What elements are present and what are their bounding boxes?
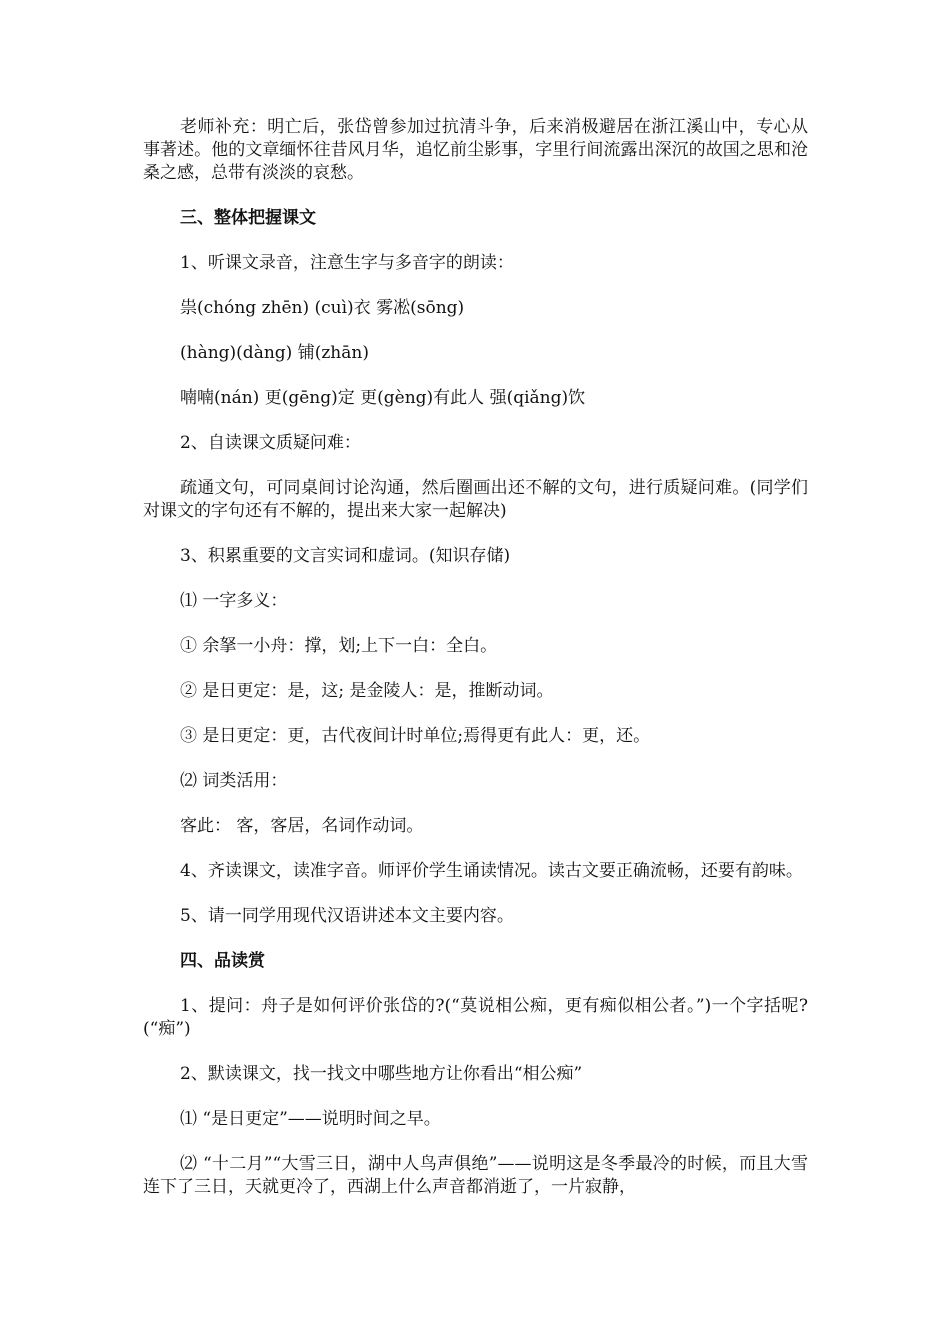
paragraph-accumulate: 3、积累重要的文言实词和虚词。(知识存储) <box>180 546 511 566</box>
paragraph-example-3: ③ 是日更定：更，古代夜间计时单位;焉得更有此人：更，还。 <box>180 726 651 746</box>
paragraph-read-aloud: 4、齐读课文，读准字音。师评价学生诵读情况。读古文要正确流畅，还要有韵味。 <box>180 861 803 881</box>
paragraph-example-1: ① 余拏一小舟：撑，划;上下一白：全白。 <box>180 636 498 656</box>
paragraph-question-2: 2、默读课文，找一找文中哪些地方让你看出“相公痴” <box>180 1064 583 1084</box>
paragraph-listen: 1、听课文录音，注意生字与多音字的朗读： <box>180 253 514 273</box>
paragraph-pinyin-2: (hàng)(dàng) 铺(zhān) <box>180 343 369 363</box>
section-heading-3: 三、整体把握课文 <box>180 208 316 228</box>
document-page <box>143 116 808 1199</box>
paragraph-polysemy: ⑴ 一字多义： <box>180 591 288 611</box>
paragraph-retell: 5、请一同学用现代汉语讲述本文主要内容。 <box>180 906 514 926</box>
paragraph-discuss: 疏通文句，可同桌间讨论沟通，然后圈画出还不解的文句，进行质疑问难。(同学们对课文的字句还有不解的，提出来大家一起解决) <box>143 478 808 521</box>
section-heading-4: 四、品读赏 <box>180 951 265 971</box>
paragraph-pinyin-1: 祟(chóng zhēn) (cuì)衣 雾凇(sōng) <box>180 298 465 318</box>
paragraph-pinyin-3: 喃喃(nán) 更(gēng)定 更(gèng)有此人 强(qiǎng)饮 <box>180 388 586 408</box>
paragraph-point-1: ⑴ “是日更定”——说明时间之早。 <box>180 1109 441 1129</box>
paragraph-teacher-note: 老师补充：明亡后，张岱曾参加过抗清斗争，后来消极避居在浙江溪山中，专心从事著述。他的文章缅怀往昔风月华，追忆前尘影事，字里行间流露出深沉的故国之思和沧桑之感，总带有淡淡的哀愁。 <box>143 117 808 183</box>
paragraph-example-2: ② 是日更定：是，这; 是金陵人：是，推断动词。 <box>180 681 554 701</box>
paragraph-question-1: 1、提问：舟子是如何评价张岱的?(“莫说相公痴，更有痴似相公者。”)一个字括呢?(“痴”) <box>143 996 808 1039</box>
paragraph-word-class: ⑵ 词类活用： <box>180 771 288 791</box>
paragraph-ke-ci: 客此： 客，客居，名词作动词。 <box>180 816 424 836</box>
paragraph-self-read: 2、自读课文质疑问难： <box>180 433 361 453</box>
paragraph-point-2: ⑵ “十二月”“大雪三日，湖中人鸟声俱绝”——说明这是冬季最冷的时候，而且大雪连下了三日，天就更冷了，西湖上什么声音都消逝了，一片寂静， <box>143 1154 808 1197</box>
